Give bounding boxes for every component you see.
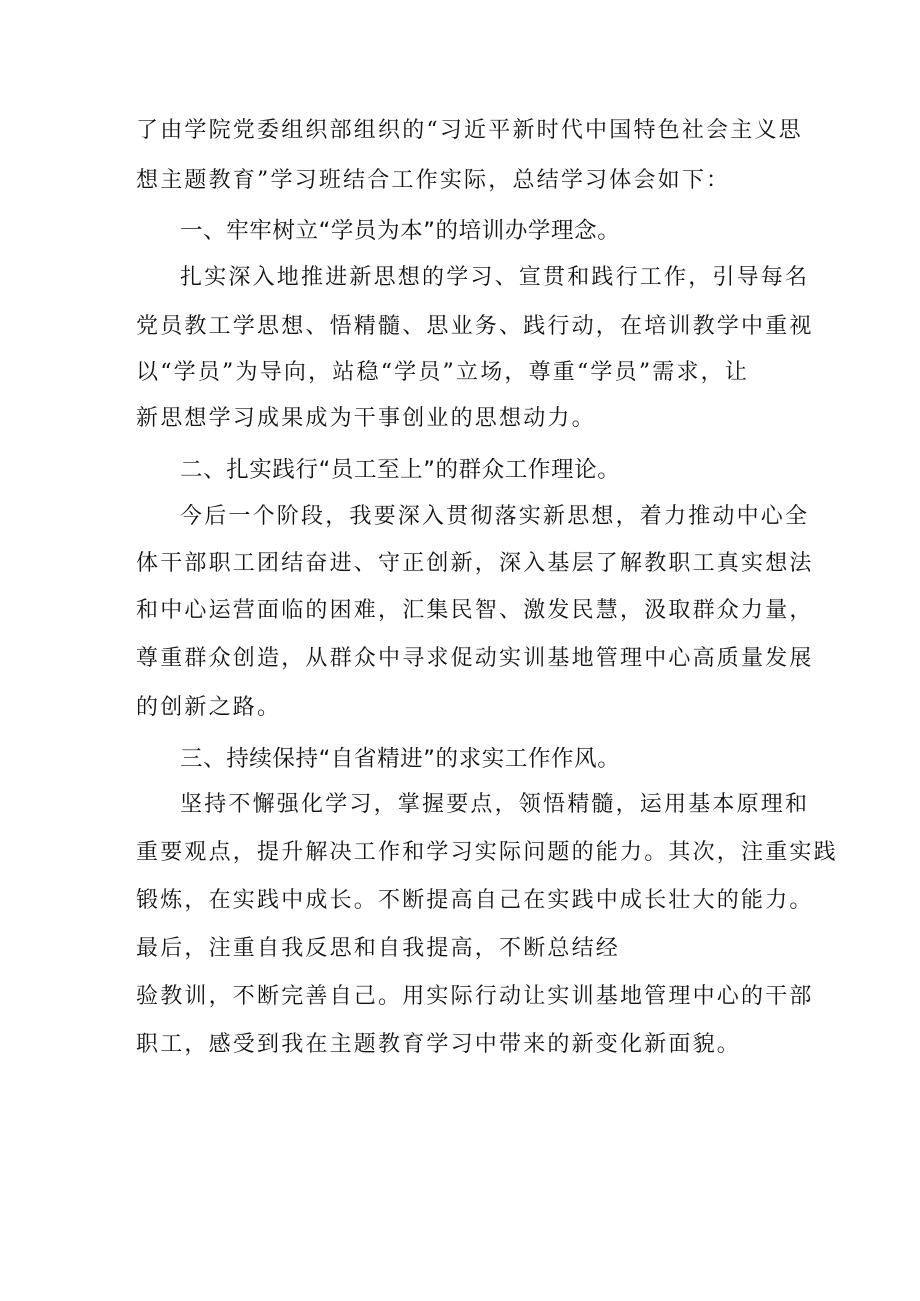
section-heading-1: 一、牢牢树立“学员为本”的培训办学理念。: [180, 218, 621, 244]
body-text-line: 的创新之路。: [136, 695, 282, 720]
body-text-line: 尊重群众创造，从群众中寻求促动实训基地管理中心高质量发展: [136, 646, 814, 671]
body-text-line: 体干部职工团结奋进、守正创新，深入基层了解教职工真实想法: [136, 551, 814, 576]
body-text-line: 坚持不懈强化学习，掌握要点，领悟精髓，运用基本原理和: [180, 792, 810, 817]
body-text-line: 验教训，不断完善自己。用实际行动让实训基地管理中心的干部: [136, 984, 814, 1009]
body-text-line: 以“学员”为导向，站稳“学员”立场，尊重“学员”需求，让: [136, 360, 750, 385]
section-heading-2: 二、扎实践行“员工至上”的群众工作理论。: [180, 457, 621, 483]
body-text-line: 锻炼，在实践中成长。不断提高自己在实践中成长壮大的能力。: [136, 888, 814, 913]
body-text-line: 扎实深入地推进新思想的学习、宣贯和践行工作，引导每名: [180, 265, 810, 290]
body-text-line: 新思想学习成果成为干事创业的思想动力。: [136, 406, 596, 431]
section-heading-3: 三、持续保持“自省精进”的求实工作作风。: [180, 746, 621, 772]
body-text-line: 职工，感受到我在主题教育学习中带来的新变化新面貌。: [136, 1032, 742, 1057]
body-text-line: 今后一个阶段，我要深入贯彻落实新思想，着力推动中心全: [180, 504, 810, 529]
body-text-line: 最后，注重自我反思和自我提高，不断总结经: [136, 936, 621, 961]
body-text-line: 党员教工学思想、悟精髓、思业务、践行动，在培训教学中重视: [136, 314, 814, 339]
body-text-line: 了由学院党委组织部组织的“习近平新时代中国特色社会主义思: [136, 118, 803, 143]
body-text-line: 想主题教育”学习班结合工作实际，总结学习体会如下：: [136, 168, 731, 193]
body-text-line: 重要观点，提升解决工作和学习实际问题的能力。其次，注重实践: [136, 840, 838, 865]
body-text-line: 和中心运营面临的困难，汇集民智、激发民慧，汲取群众力量，: [136, 598, 814, 623]
